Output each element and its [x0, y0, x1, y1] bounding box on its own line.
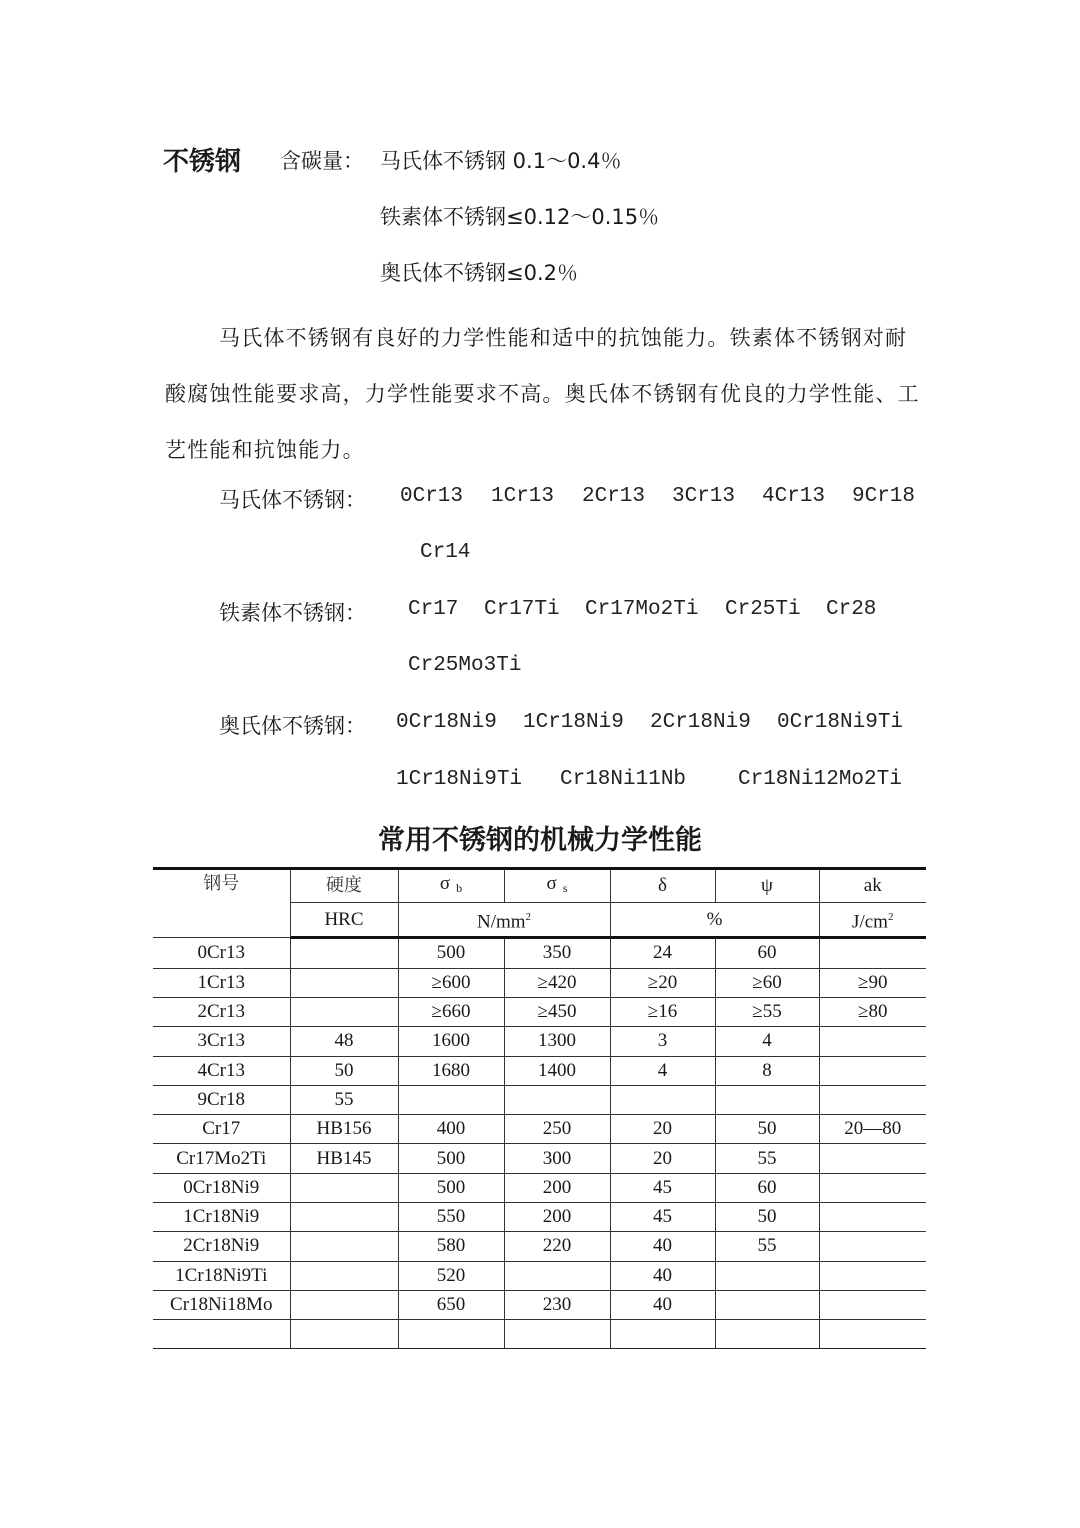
cell-sigma-b: 550: [398, 1203, 504, 1232]
grade-item: 1Cr18Ni9Ti: [396, 768, 523, 791]
grade-item: Cr17Mo2Ti: [585, 598, 699, 621]
cell-psi: [715, 1320, 819, 1349]
grade-item: 0Cr18Ni9: [396, 711, 497, 734]
sigma-symbol: σ: [546, 873, 557, 894]
cell-psi: 55: [715, 1144, 819, 1173]
cell-sigma-s: ≥450: [504, 997, 610, 1026]
section-heading: 不锈钢: [163, 147, 242, 177]
grade-item: Cr18Ni11Nb: [560, 768, 687, 791]
cell-psi: 55: [715, 1232, 819, 1261]
cell-psi: 50: [715, 1203, 819, 1232]
cell-ak: [819, 1144, 926, 1173]
cell-grade: 0Cr13: [153, 938, 290, 968]
cell-hardness: 55: [290, 1085, 398, 1114]
grade-item: 1Cr18Ni9: [523, 711, 624, 734]
table-row: [153, 1027, 926, 1056]
table-row: [153, 1203, 926, 1232]
cell-delta: 40: [610, 1290, 715, 1319]
cell-psi: 8: [715, 1056, 819, 1085]
cell-hardness: [290, 1261, 398, 1290]
grade-item: Cr14: [420, 541, 471, 564]
unit-hardness: HRC: [290, 903, 398, 938]
unit-ak: [819, 903, 926, 938]
header-psi: ψ: [715, 869, 819, 903]
header-delta: δ: [610, 869, 715, 903]
cell-ak: ≥90: [819, 968, 926, 997]
cell-grade: 9Cr18: [153, 1085, 290, 1114]
cell-ak: [819, 1290, 926, 1319]
header-grade: [153, 869, 290, 938]
cell-sigma-b: 1600: [398, 1027, 504, 1056]
cell-sigma-b: 580: [398, 1232, 504, 1261]
cell-hardness: [290, 1232, 398, 1261]
cell-sigma-s: 1400: [504, 1056, 610, 1085]
cell-ak: [819, 1173, 926, 1202]
cell-sigma-b: [398, 1320, 504, 1349]
cell-delta: ≥16: [610, 997, 715, 1026]
cell-ak: ≥80: [819, 997, 926, 1026]
header-grade-label: 钢号: [203, 873, 240, 894]
table-row: [153, 938, 926, 968]
cell-delta: 20: [610, 1115, 715, 1144]
properties-table: [153, 867, 926, 1349]
cell-sigma-b: ≥600: [398, 968, 504, 997]
carbon-ferritic: 铁素体不锈钢≤0.12～0.15％: [380, 205, 660, 229]
cell-grade: 1Cr13: [153, 968, 290, 997]
cell-sigma-b: 500: [398, 938, 504, 968]
cell-hardness: [290, 1203, 398, 1232]
cell-ak: [819, 1203, 926, 1232]
carbon-austenitic: 奥氏体不锈钢≤0.2％: [380, 261, 578, 285]
header-sigma-s: [504, 869, 610, 903]
cell-grade: 2Cr13: [153, 997, 290, 1026]
unit-strength: [398, 903, 610, 938]
grade-item: 9Cr18: [852, 485, 916, 508]
cell-delta: [610, 1085, 715, 1114]
grade-item: 0Cr13: [400, 485, 464, 508]
cell-hardness: [290, 938, 398, 968]
unit-percent: %: [610, 903, 819, 938]
table-row: [153, 1056, 926, 1085]
cell-ak: [819, 938, 926, 968]
ferritic-label: 铁素体不锈钢：: [219, 601, 366, 625]
cell-hardness: 48: [290, 1027, 398, 1056]
austenitic-label: 奥氏体不锈钢：: [219, 714, 366, 738]
grade-item: 4Cr13: [762, 485, 826, 508]
cell-delta: 40: [610, 1261, 715, 1290]
cell-sigma-s: 200: [504, 1173, 610, 1202]
table-row: [153, 968, 926, 997]
table-row: [153, 1261, 926, 1290]
description-paragraph: 马氏体不锈钢有良好的力学性能和适中的抗蚀能力。铁素体不锈钢对耐酸腐蚀性能要求高，力学性能要求不高。奥氏体不锈钢有优良的力学性能、工艺性能和抗蚀能力。: [165, 326, 920, 462]
header-sigma-b: [398, 869, 504, 903]
cell-psi: ≥55: [715, 997, 819, 1026]
cell-sigma-b: [398, 1085, 504, 1114]
cell-delta: 4: [610, 1056, 715, 1085]
cell-psi: 60: [715, 938, 819, 968]
cell-sigma-b: 500: [398, 1173, 504, 1202]
cell-hardness: [290, 1320, 398, 1349]
cell-ak: [819, 1085, 926, 1114]
unit-ak-text: J/cm: [852, 911, 888, 933]
cell-delta: 45: [610, 1173, 715, 1202]
table-row: [153, 1320, 926, 1349]
cell-ak: [819, 1056, 926, 1085]
cell-delta: 40: [610, 1232, 715, 1261]
cell-psi: 50: [715, 1115, 819, 1144]
cell-grade: Cr17: [153, 1115, 290, 1144]
header-hardness: [290, 869, 398, 903]
cell-grade: 3Cr13: [153, 1027, 290, 1056]
table-row: [153, 1144, 926, 1173]
cell-ak: [819, 1027, 926, 1056]
cell-hardness: HB145: [290, 1144, 398, 1173]
cell-ak: [819, 1232, 926, 1261]
table-title: 常用不锈钢的机械力学性能: [378, 825, 702, 856]
sigma-b-subscript: b: [456, 881, 463, 895]
cell-hardness: HB156: [290, 1115, 398, 1144]
cell-grade: [153, 1320, 290, 1349]
cell-sigma-s: ≥420: [504, 968, 610, 997]
cell-grade: 0Cr18Ni9: [153, 1173, 290, 1202]
cell-grade: 4Cr13: [153, 1056, 290, 1085]
header-row: [153, 869, 926, 903]
cell-grade: 2Cr18Ni9: [153, 1232, 290, 1261]
cell-sigma-s: 350: [504, 938, 610, 968]
cell-psi: 4: [715, 1027, 819, 1056]
cell-sigma-s: 300: [504, 1144, 610, 1173]
header-hardness-label: 硬度: [326, 875, 362, 896]
cell-sigma-b: 1680: [398, 1056, 504, 1085]
cell-grade: 1Cr18Ni9Ti: [153, 1261, 290, 1290]
cell-grade: Cr18Ni18Mo: [153, 1290, 290, 1319]
cell-sigma-b: 650: [398, 1290, 504, 1319]
grade-item: 1Cr13: [491, 485, 555, 508]
cell-ak: [819, 1261, 926, 1290]
cell-psi: [715, 1085, 819, 1114]
cell-sigma-s: 220: [504, 1232, 610, 1261]
cell-sigma-s: [504, 1085, 610, 1114]
grade-item: Cr18Ni12Mo2Ti: [738, 768, 902, 791]
unit-strength-text: N/mm: [476, 911, 526, 933]
grade-item: Cr17Ti: [484, 598, 560, 621]
cell-sigma-s: 1300: [504, 1027, 610, 1056]
cell-sigma-s: 230: [504, 1290, 610, 1319]
cell-hardness: [290, 1173, 398, 1202]
cell-psi: [715, 1261, 819, 1290]
table-body: [153, 938, 926, 1349]
carbon-martensitic: 马氏体不锈钢 0.1～0.4％: [380, 149, 622, 173]
table-row: [153, 1085, 926, 1114]
cell-psi: ≥60: [715, 968, 819, 997]
cell-psi: 60: [715, 1173, 819, 1202]
grade-item: 2Cr18Ni9: [650, 711, 751, 734]
cell-ak: [819, 1320, 926, 1349]
cell-ak: 20—80: [819, 1115, 926, 1144]
cell-sigma-s: [504, 1261, 610, 1290]
cell-delta: [610, 1320, 715, 1349]
cell-delta: ≥20: [610, 968, 715, 997]
table-row: [153, 1115, 926, 1144]
header-ak: ak: [819, 869, 926, 903]
cell-hardness: 50: [290, 1056, 398, 1085]
cell-grade: 1Cr18Ni9: [153, 1203, 290, 1232]
grade-item: 2Cr13: [582, 485, 646, 508]
sigma-symbol: σ: [439, 873, 451, 894]
table-row: [153, 1173, 926, 1202]
cell-psi: [715, 1290, 819, 1319]
cell-delta: 45: [610, 1203, 715, 1232]
grade-item: Cr25Ti: [725, 598, 801, 621]
cell-sigma-b: 520: [398, 1261, 504, 1290]
carbon-content-label: 含碳量：: [280, 149, 364, 173]
superscript-2: 2: [887, 911, 894, 923]
table-row: [153, 997, 926, 1026]
grade-item: Cr28: [826, 598, 877, 621]
cell-sigma-s: [504, 1320, 610, 1349]
martensitic-label: 马氏体不锈钢：: [219, 488, 366, 512]
cell-grade: Cr17Mo2Ti: [153, 1144, 290, 1173]
cell-delta: 24: [610, 938, 715, 968]
grade-item: 3Cr13: [672, 485, 736, 508]
cell-sigma-s: 200: [504, 1203, 610, 1232]
cell-delta: 3: [610, 1027, 715, 1056]
cell-hardness: [290, 1290, 398, 1319]
sigma-s-subscript: s: [562, 881, 568, 895]
grade-item: 0Cr18Ni9Ti: [777, 711, 904, 734]
cell-sigma-s: 250: [504, 1115, 610, 1144]
cell-delta: 20: [610, 1144, 715, 1173]
cell-sigma-b: 400: [398, 1115, 504, 1144]
table-row: [153, 1290, 926, 1319]
cell-hardness: [290, 968, 398, 997]
table-row: [153, 1232, 926, 1261]
cell-sigma-b: ≥660: [398, 997, 504, 1026]
cell-hardness: [290, 997, 398, 1026]
superscript-2: 2: [525, 911, 532, 923]
grade-item: Cr17: [408, 598, 459, 621]
cell-sigma-b: 500: [398, 1144, 504, 1173]
grade-item: Cr25Mo3Ti: [408, 654, 522, 677]
